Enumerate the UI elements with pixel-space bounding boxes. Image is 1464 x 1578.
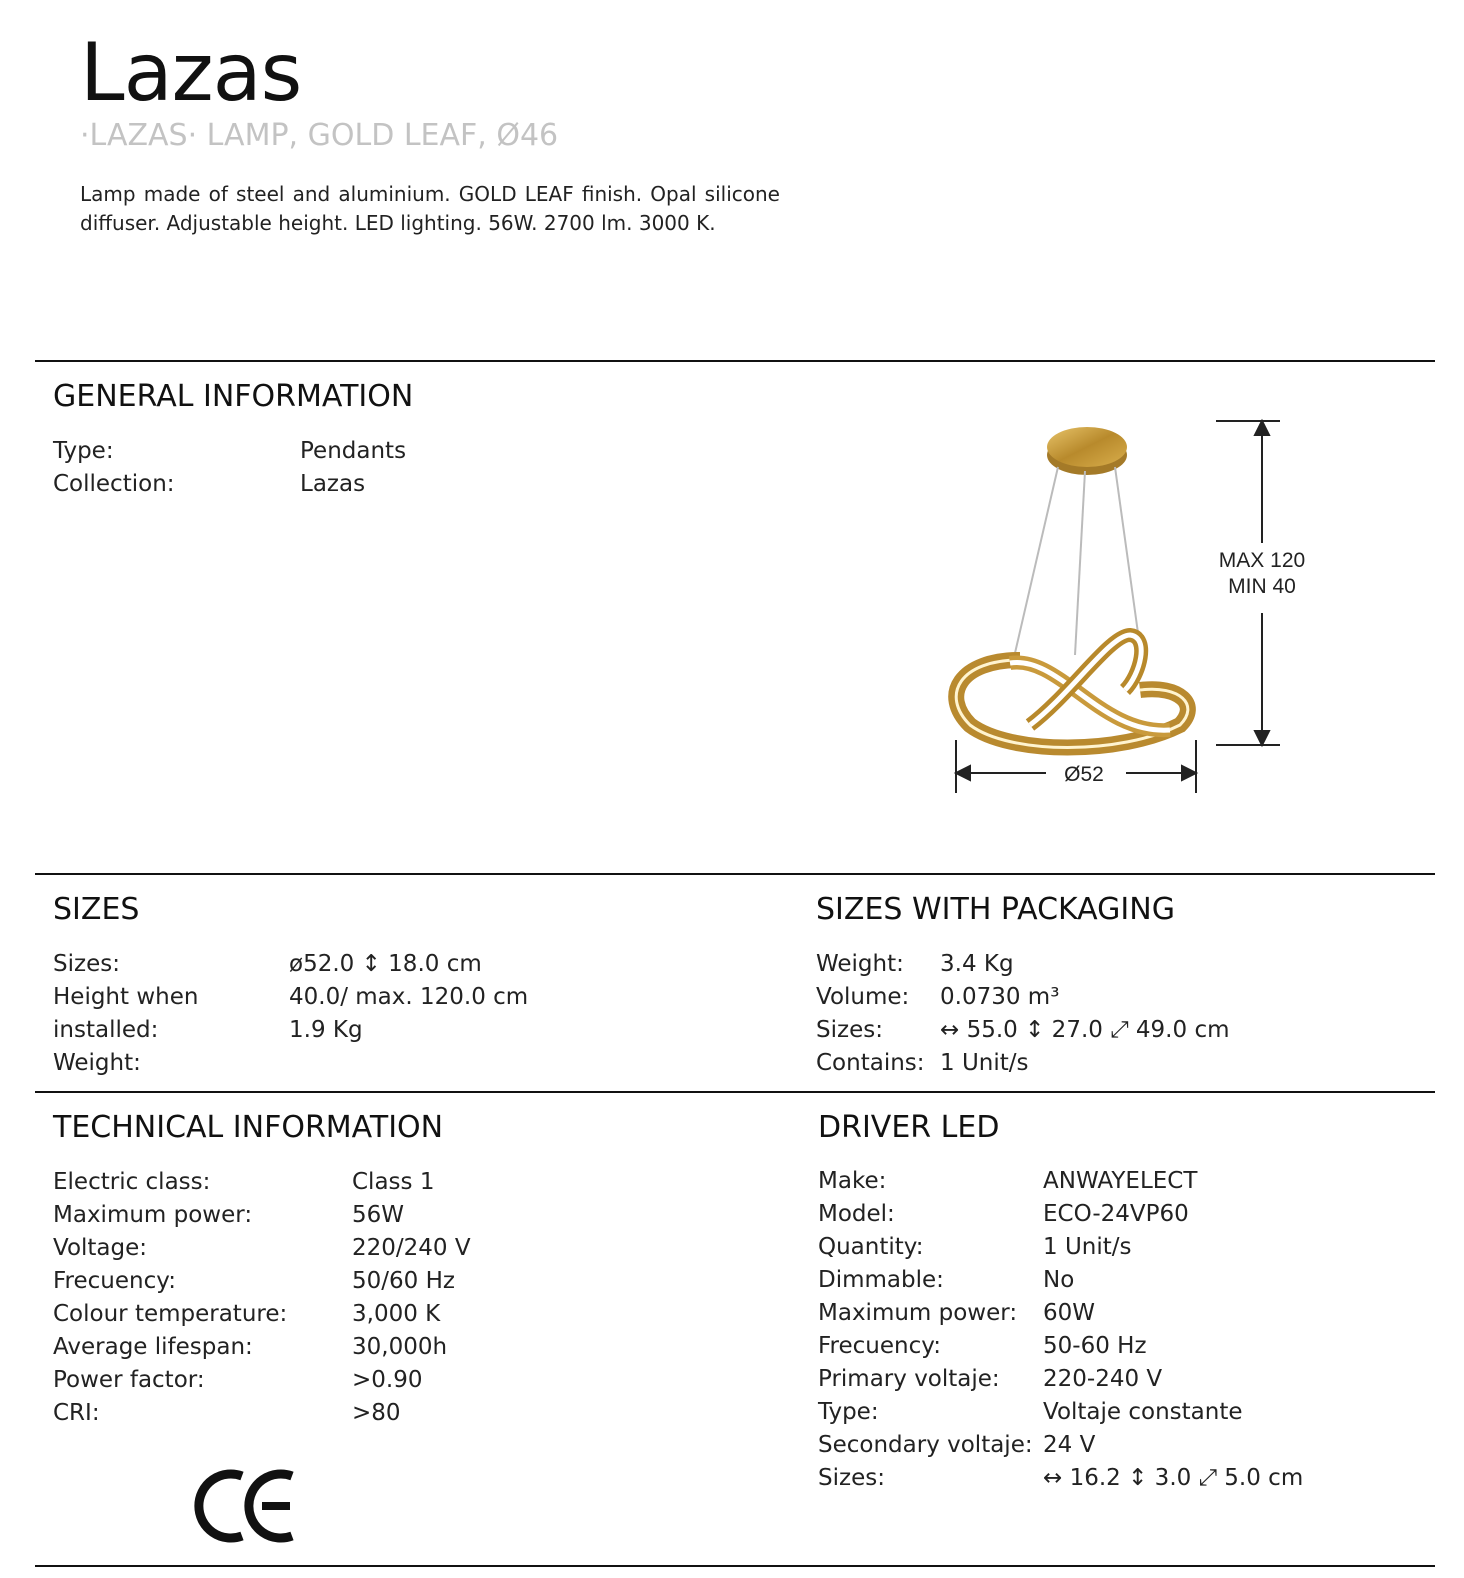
suspension-cables [1015,467,1138,655]
driver-row-value: ANWAYELECT [1043,1168,1198,1194]
driver-row-value: 60W [1043,1300,1096,1326]
packaging-sizes-label: Sizes: [816,1017,883,1043]
packaging-contains-value: 1 Unit/s [940,1050,1029,1076]
lamp-dimension-drawing [940,405,1306,815]
technical-row-value: 56W [352,1202,405,1228]
product-subtitle: ·LAZAS· LAMP, GOLD LEAF, Ø46 [80,118,559,153]
general-collection-value: Lazas [300,471,366,497]
section-divider [35,360,1435,362]
technical-row-label: Power factor: [53,1367,205,1393]
driver-row-value: 24 V [1043,1432,1096,1458]
driver-row-value: Voltaje constante [1043,1399,1243,1425]
general-type-label: Type: [53,438,114,464]
technical-row-label: Colour temperature: [53,1301,288,1327]
driver-row-value: 50-60 Hz [1043,1333,1147,1359]
ce-mark-icon [202,1466,298,1546]
sizes-heading: SIZES [53,892,140,927]
product-description: Lamp made of steel and aluminium. GOLD LEAF finish. Opal silicone diffuser. Adjustable height. LED lighting. 56W. 2700 lm. 3000 K. [80,182,780,235]
packaging-volume-label: Volume: [816,984,910,1010]
section-divider [35,1091,1435,1093]
technical-row-value: >0.90 [352,1367,423,1393]
driver-row-label: Quantity: [818,1234,924,1260]
packaging-weight-label: Weight: [816,951,904,977]
sizes-label: Sizes: [53,951,120,977]
driver-row-value: 1 Unit/s [1043,1234,1132,1260]
weight-value: 1.9 Kg [289,1017,363,1043]
driver-row-label: Maximum power: [818,1300,1018,1326]
driver-row-label: Dimmable: [818,1267,944,1293]
technical-row-value: 220/240 V [352,1235,471,1261]
general-collection-label: Collection: [53,471,175,497]
section-divider [35,1565,1435,1567]
general-type-value: Pendants [300,438,407,464]
technical-row-label: Average lifespan: [53,1334,253,1360]
technical-row-value: >80 [352,1400,401,1426]
general-info-heading: GENERAL INFORMATION [53,379,414,414]
lamp-loop-body [956,635,1188,748]
sizes-value: ø52.0 ↕ 18.0 cm [289,951,482,977]
technical-row-label: Frecuency: [53,1268,176,1294]
technical-row-label: Maximum power: [53,1202,253,1228]
diameter-label: Ø52 [1064,763,1104,786]
driver-row-value: ECO-24VP60 [1043,1201,1189,1227]
page-title: Lazas [80,26,302,119]
technical-row-label: CRI: [53,1400,100,1426]
packaging-contains-label: Contains: [816,1050,925,1076]
technical-row-value: Class 1 [352,1169,435,1195]
technical-row-value: 3,000 K [352,1301,441,1327]
technical-row-value: 30,000h [352,1334,448,1360]
section-divider [35,873,1435,875]
driver-row-label: Model: [818,1201,895,1227]
packaging-weight-value: 3.4 Kg [940,951,1014,977]
sizes-labels [53,948,228,1080]
technical-row-label: Voltage: [53,1235,148,1261]
driver-row-label: Type: [818,1399,879,1425]
height-installed-value: 40.0/ max. 120.0 cm [289,984,529,1010]
driver-row-value: No [1043,1267,1075,1293]
height-max-label: MAX 120 [1218,549,1306,572]
packaging-volume-value: 0.0730 m³ [940,984,1060,1010]
technical-heading: TECHNICAL INFORMATION [53,1110,444,1145]
driver-row-label: Sizes: [818,1465,885,1491]
weight-label: Weight: [53,1050,141,1076]
driver-heading: DRIVER LED [818,1110,1000,1145]
technical-row-value: 50/60 Hz [352,1268,455,1294]
packaging-heading: SIZES WITH PACKAGING [816,892,1175,927]
driver-row-label: Make: [818,1168,887,1194]
driver-row-label: Secondary voltaje: [818,1432,1033,1458]
driver-row-value: 220-240 V [1043,1366,1163,1392]
height-min-label: MIN 40 [1228,575,1296,598]
packaging-sizes-value: ↔ 55.0 ↕ 27.0 ⤢ 49.0 cm [940,1017,1230,1043]
driver-row-value: ↔ 16.2 ↕ 3.0 ⤢ 5.0 cm [1043,1465,1304,1491]
driver-row-label: Frecuency: [818,1333,941,1359]
technical-row-label: Electric class: [53,1169,211,1195]
driver-row-label: Primary voltaje: [818,1366,1000,1392]
height-installed-label: Height when installed: [53,984,199,1043]
